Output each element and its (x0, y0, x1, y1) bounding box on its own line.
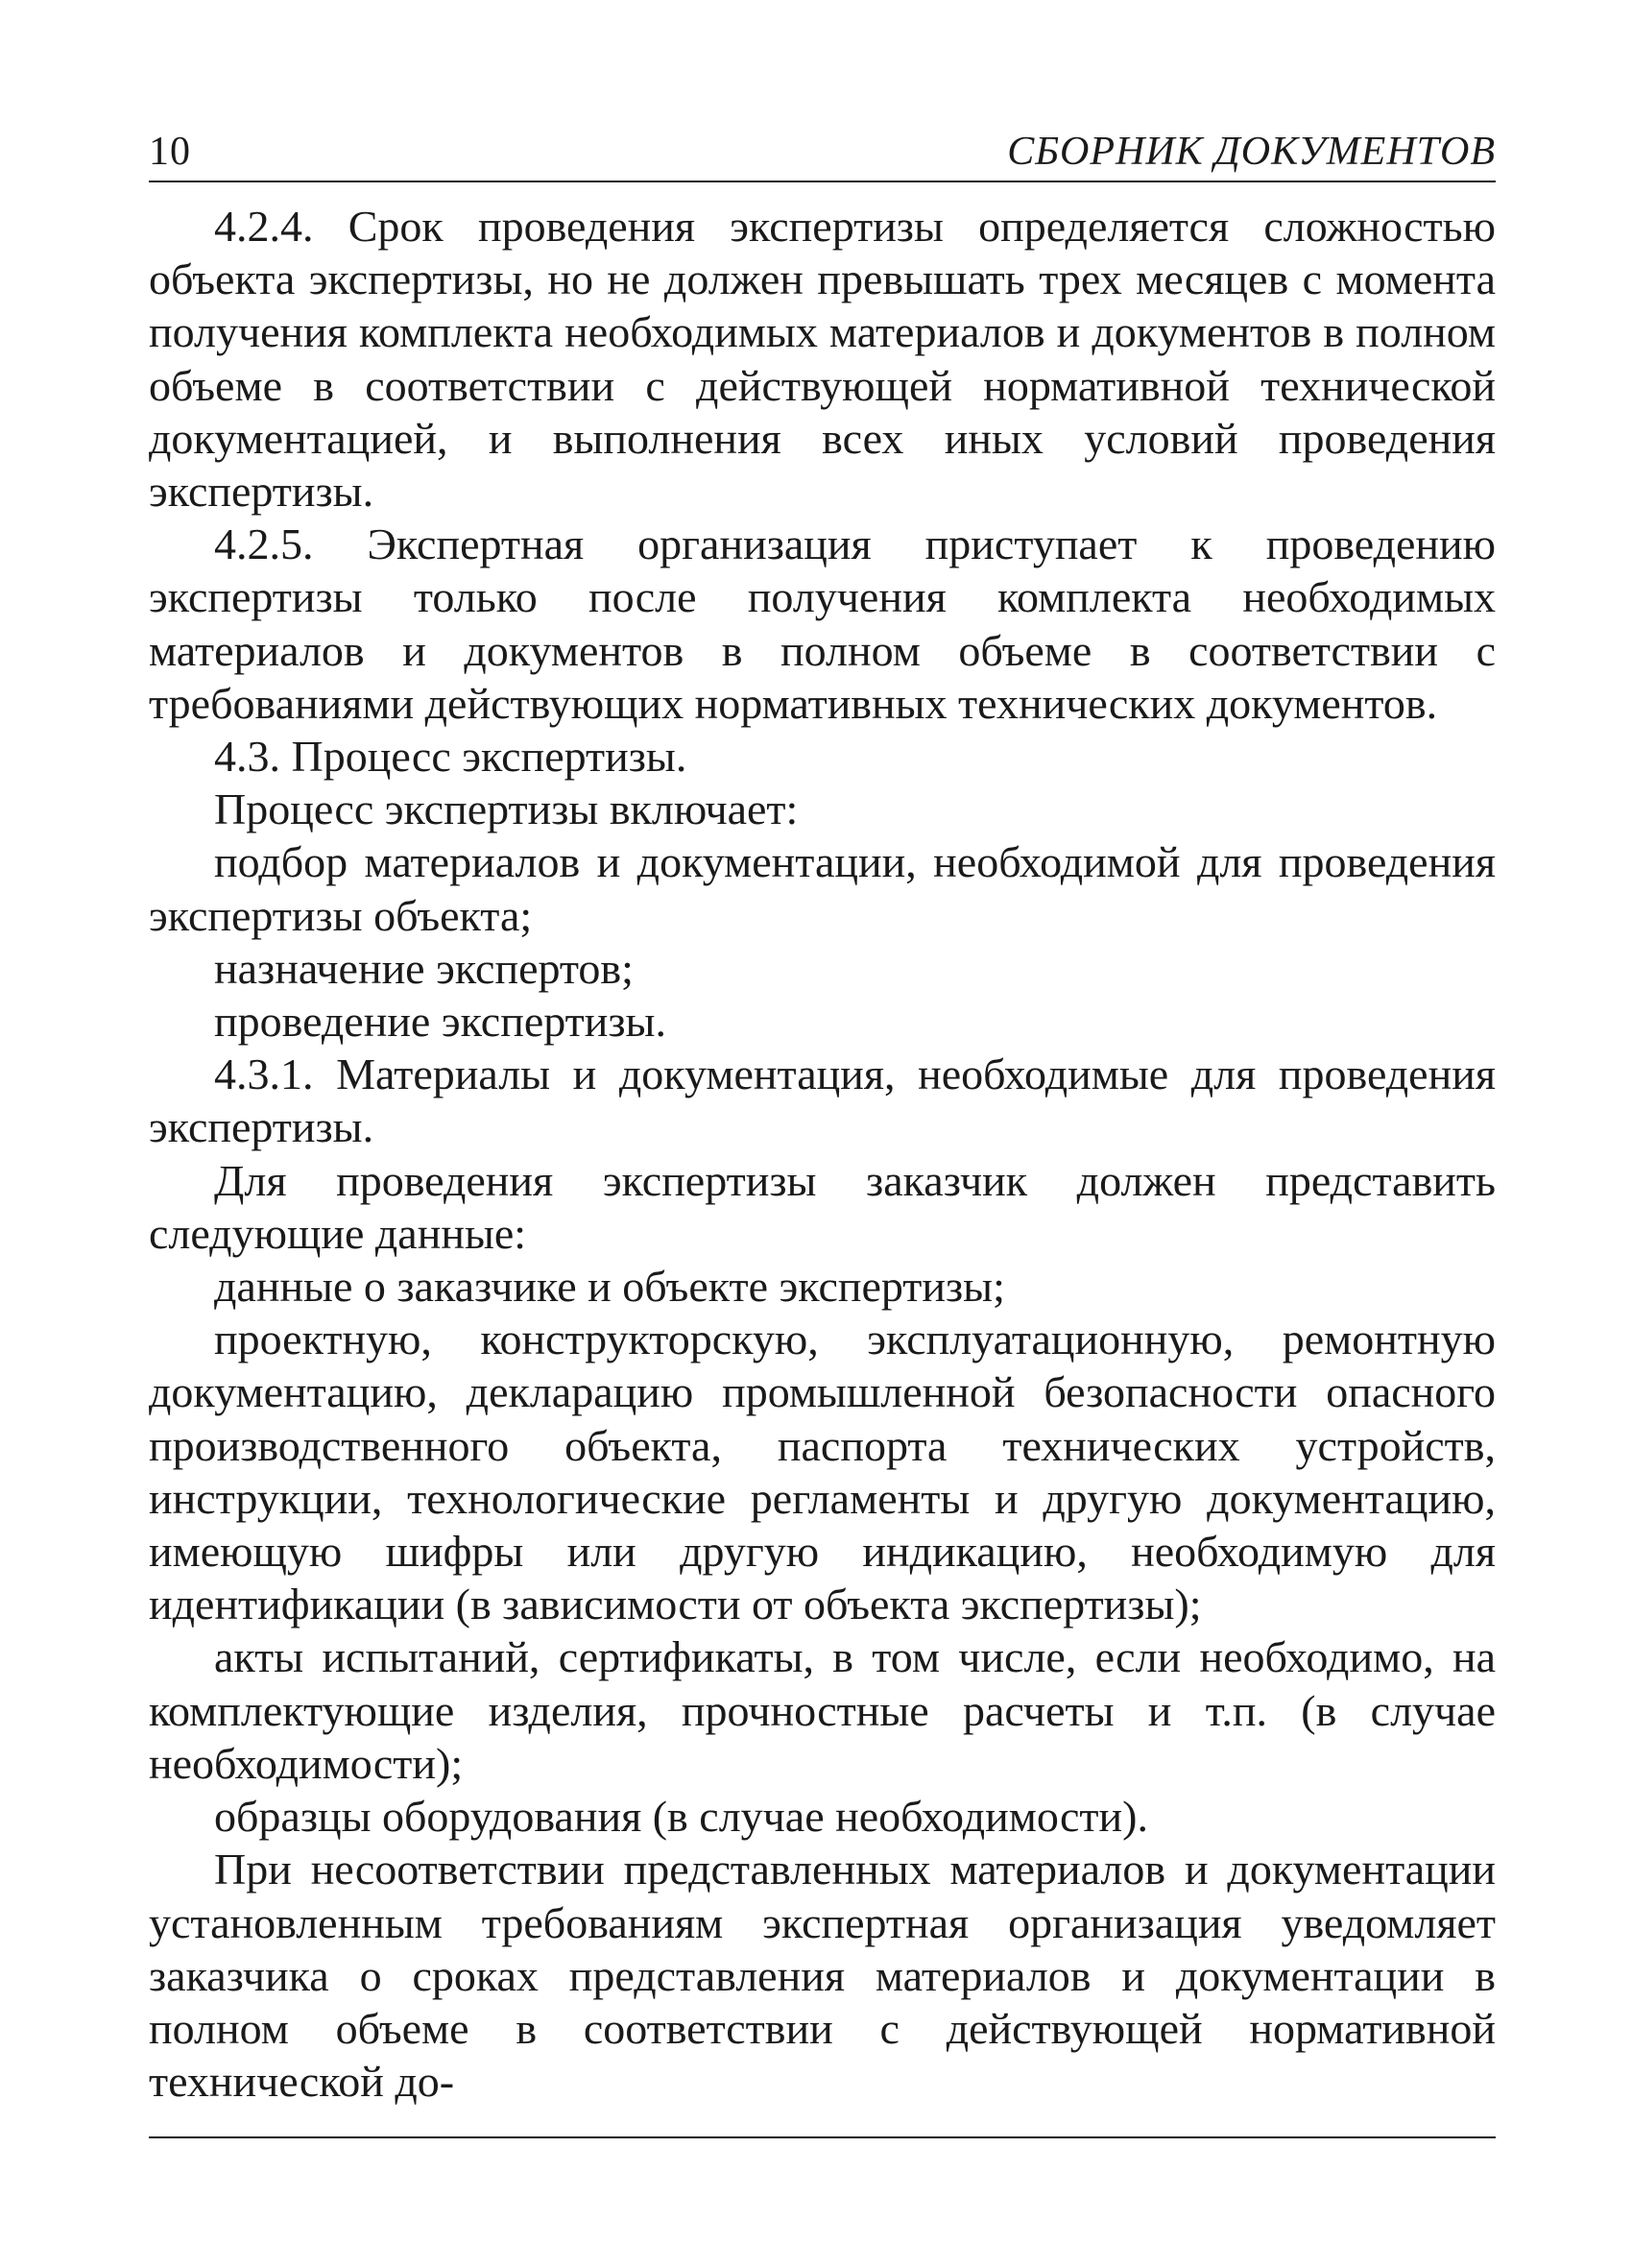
list-item-documentation: проектную, конструкторскую, эксплуатационную, ремонтную документацию, декларацию промышленной безопасности опасного производственного объекта, паспорта технических устройств, инструкции, технологические регламенты и другую документацию, имеющую шифры или другую индикацию, необходимую для идентификации (в зависимости от объекта экспертизы); (149, 1315, 1496, 1629)
list-item-test-reports: акты испытаний, сертификаты, в том числе, если необходимо, на комплектующие изделия, прочностные расчеты и т.п. (в случае необходимости); (149, 1632, 1496, 1788)
list-item-conducting: проведение экспертизы. (214, 997, 666, 1047)
paragraph-4-3-1-heading: 4.3.1. Материалы и документация, необходимые для проведения экспертизы. (149, 1050, 1496, 1152)
document-page (149, 113, 1496, 2138)
body-text (149, 200, 1496, 2108)
paragraph-4-3-heading: 4.3. Процесс экспертизы. (214, 732, 687, 782)
paragraph-4-2-4: 4.2.4. Срок проведения экспертизы определяется сложностью объекта экспертизы, но не должен превышать трех месяцев с момента получения комплекта необходимых материалов и документов в полном объеме в соответствии с действующей нормативной технической документацией, и выполнения всех иных условий проведения экспертизы. (149, 202, 1496, 517)
list-item-experts: назначение экспертов; (214, 943, 634, 993)
paragraph-4-2-5: 4.2.5. Экспертная организация приступает к проведению экспертизы только после получения комплекта необходимых материалов и документов в полном объеме в соответствии с требованиями действующих нормативных технических документов. (149, 519, 1496, 728)
paragraph-nonconformity: При несоответствии представленных материалов и документации установленным требованиям экспертная организация уведомляет заказчика о сроках представления материалов и документации в полном объеме в соответствии с действующей нормативной технической до- (149, 1845, 1496, 2107)
paragraph-process-includes: Процесс экспертизы включает: (214, 784, 799, 834)
running-title: СБОРНИК ДОКУМЕНТОВ (1007, 130, 1496, 174)
list-item-customer-info: данные о заказчике и объекте экспертизы; (214, 1262, 1005, 1312)
list-item-selection: подбор материалов и документации, необходимой для проведения экспертизы объекта; (149, 837, 1496, 940)
list-item-equipment-samples: образцы оборудования (в случае необходимости). (214, 1792, 1148, 1842)
bottom-rule (149, 2136, 1496, 2138)
page-number: 10 (149, 130, 191, 174)
paragraph-customer-data: Для проведения экспертизы заказчик должен представить следующие данные: (149, 1155, 1496, 1258)
running-header (149, 113, 1496, 182)
